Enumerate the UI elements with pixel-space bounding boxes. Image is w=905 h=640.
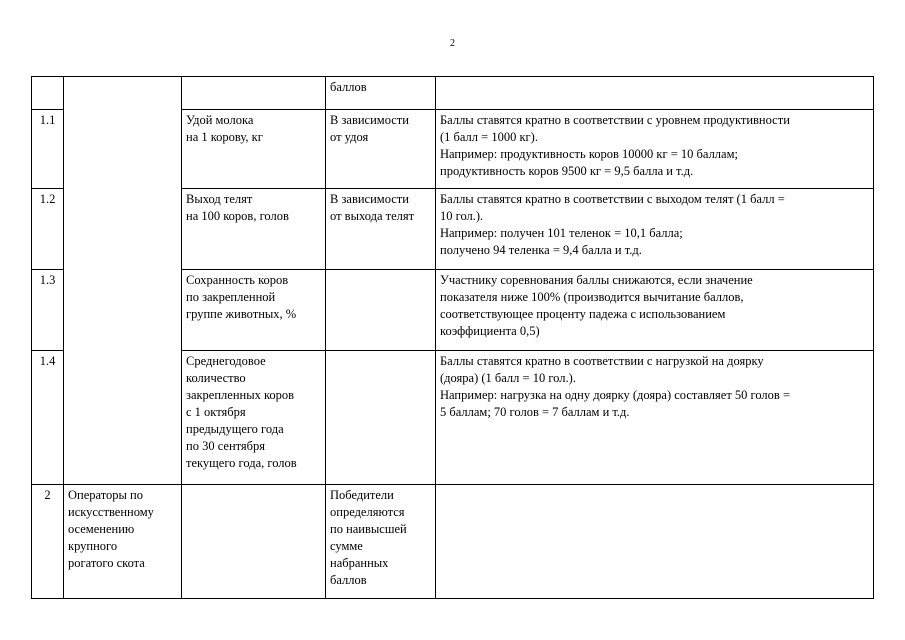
- row-number: 1.1: [32, 110, 64, 189]
- row-number: 2: [32, 485, 64, 599]
- description-cell: [436, 485, 874, 599]
- row-number: 1.4: [32, 351, 64, 485]
- condition-cell: баллов: [326, 77, 436, 110]
- indicator-cell: Сохранность коров по закрепленной группе животных, %: [182, 270, 326, 351]
- nomination-cell-empty: [64, 77, 182, 485]
- description-cell: Баллы ставятся кратно в соответствии с выходом телят (1 балл = 10 гол.). Например: получен 101 теленок = 10,1 балла; получено 94 теленка = 9,4 балла и т.д.: [436, 189, 874, 270]
- description-cell: Баллы ставятся кратно в соответствии с нагрузкой на доярку (доярa) (1 балл = 10 гол.). Например: нагрузка на одну доярку (доярa) составляет 50 голов = 5 баллам; 70 голов = 7 баллам и т.д.: [436, 351, 874, 485]
- condition-cell: В зависимости от выхода телят: [326, 189, 436, 270]
- indicator-cell: Среднегодовое количество закрепленных коров с 1 октября предыдущего года по 30 сентября текущего года, голов: [182, 351, 326, 485]
- condition-cell: [326, 270, 436, 351]
- row-number: 1.2: [32, 189, 64, 270]
- page-number: 2: [450, 38, 455, 49]
- description-cell: Участнику соревнования баллы снижаются, если значение показателя ниже 100% (производится вычитание баллов, соответствующее проценту падежа с использованием коэффициента 0,5): [436, 270, 874, 351]
- table-row: [32, 485, 874, 599]
- nomination-cell: Операторы по искусственному осеменению крупного рогатого скота: [64, 485, 182, 599]
- indicator-cell: Выход телят на 100 коров, голов: [182, 189, 326, 270]
- indicator-cell: [182, 77, 326, 110]
- condition-cell: В зависимости от удоя: [326, 110, 436, 189]
- description-cell: [436, 77, 874, 110]
- row-number: 1.3: [32, 270, 64, 351]
- condition-cell: Победители определяются по наивысшей сумме набранных баллов: [326, 485, 436, 599]
- row-number: [32, 77, 64, 110]
- indicator-cell: [182, 485, 326, 599]
- description-cell: Баллы ставятся кратно в соответствии с уровнем продуктивности (1 балл = 1000 кг). Например: продуктивность коров 10000 кг = 10 баллам; продуктивность коров 9500 кг = 9,5 балла и т.д.: [436, 110, 874, 189]
- criteria-table: [31, 76, 874, 599]
- table-row: [32, 77, 874, 110]
- indicator-cell: Удой молока на 1 корову, кг: [182, 110, 326, 189]
- condition-cell: [326, 351, 436, 485]
